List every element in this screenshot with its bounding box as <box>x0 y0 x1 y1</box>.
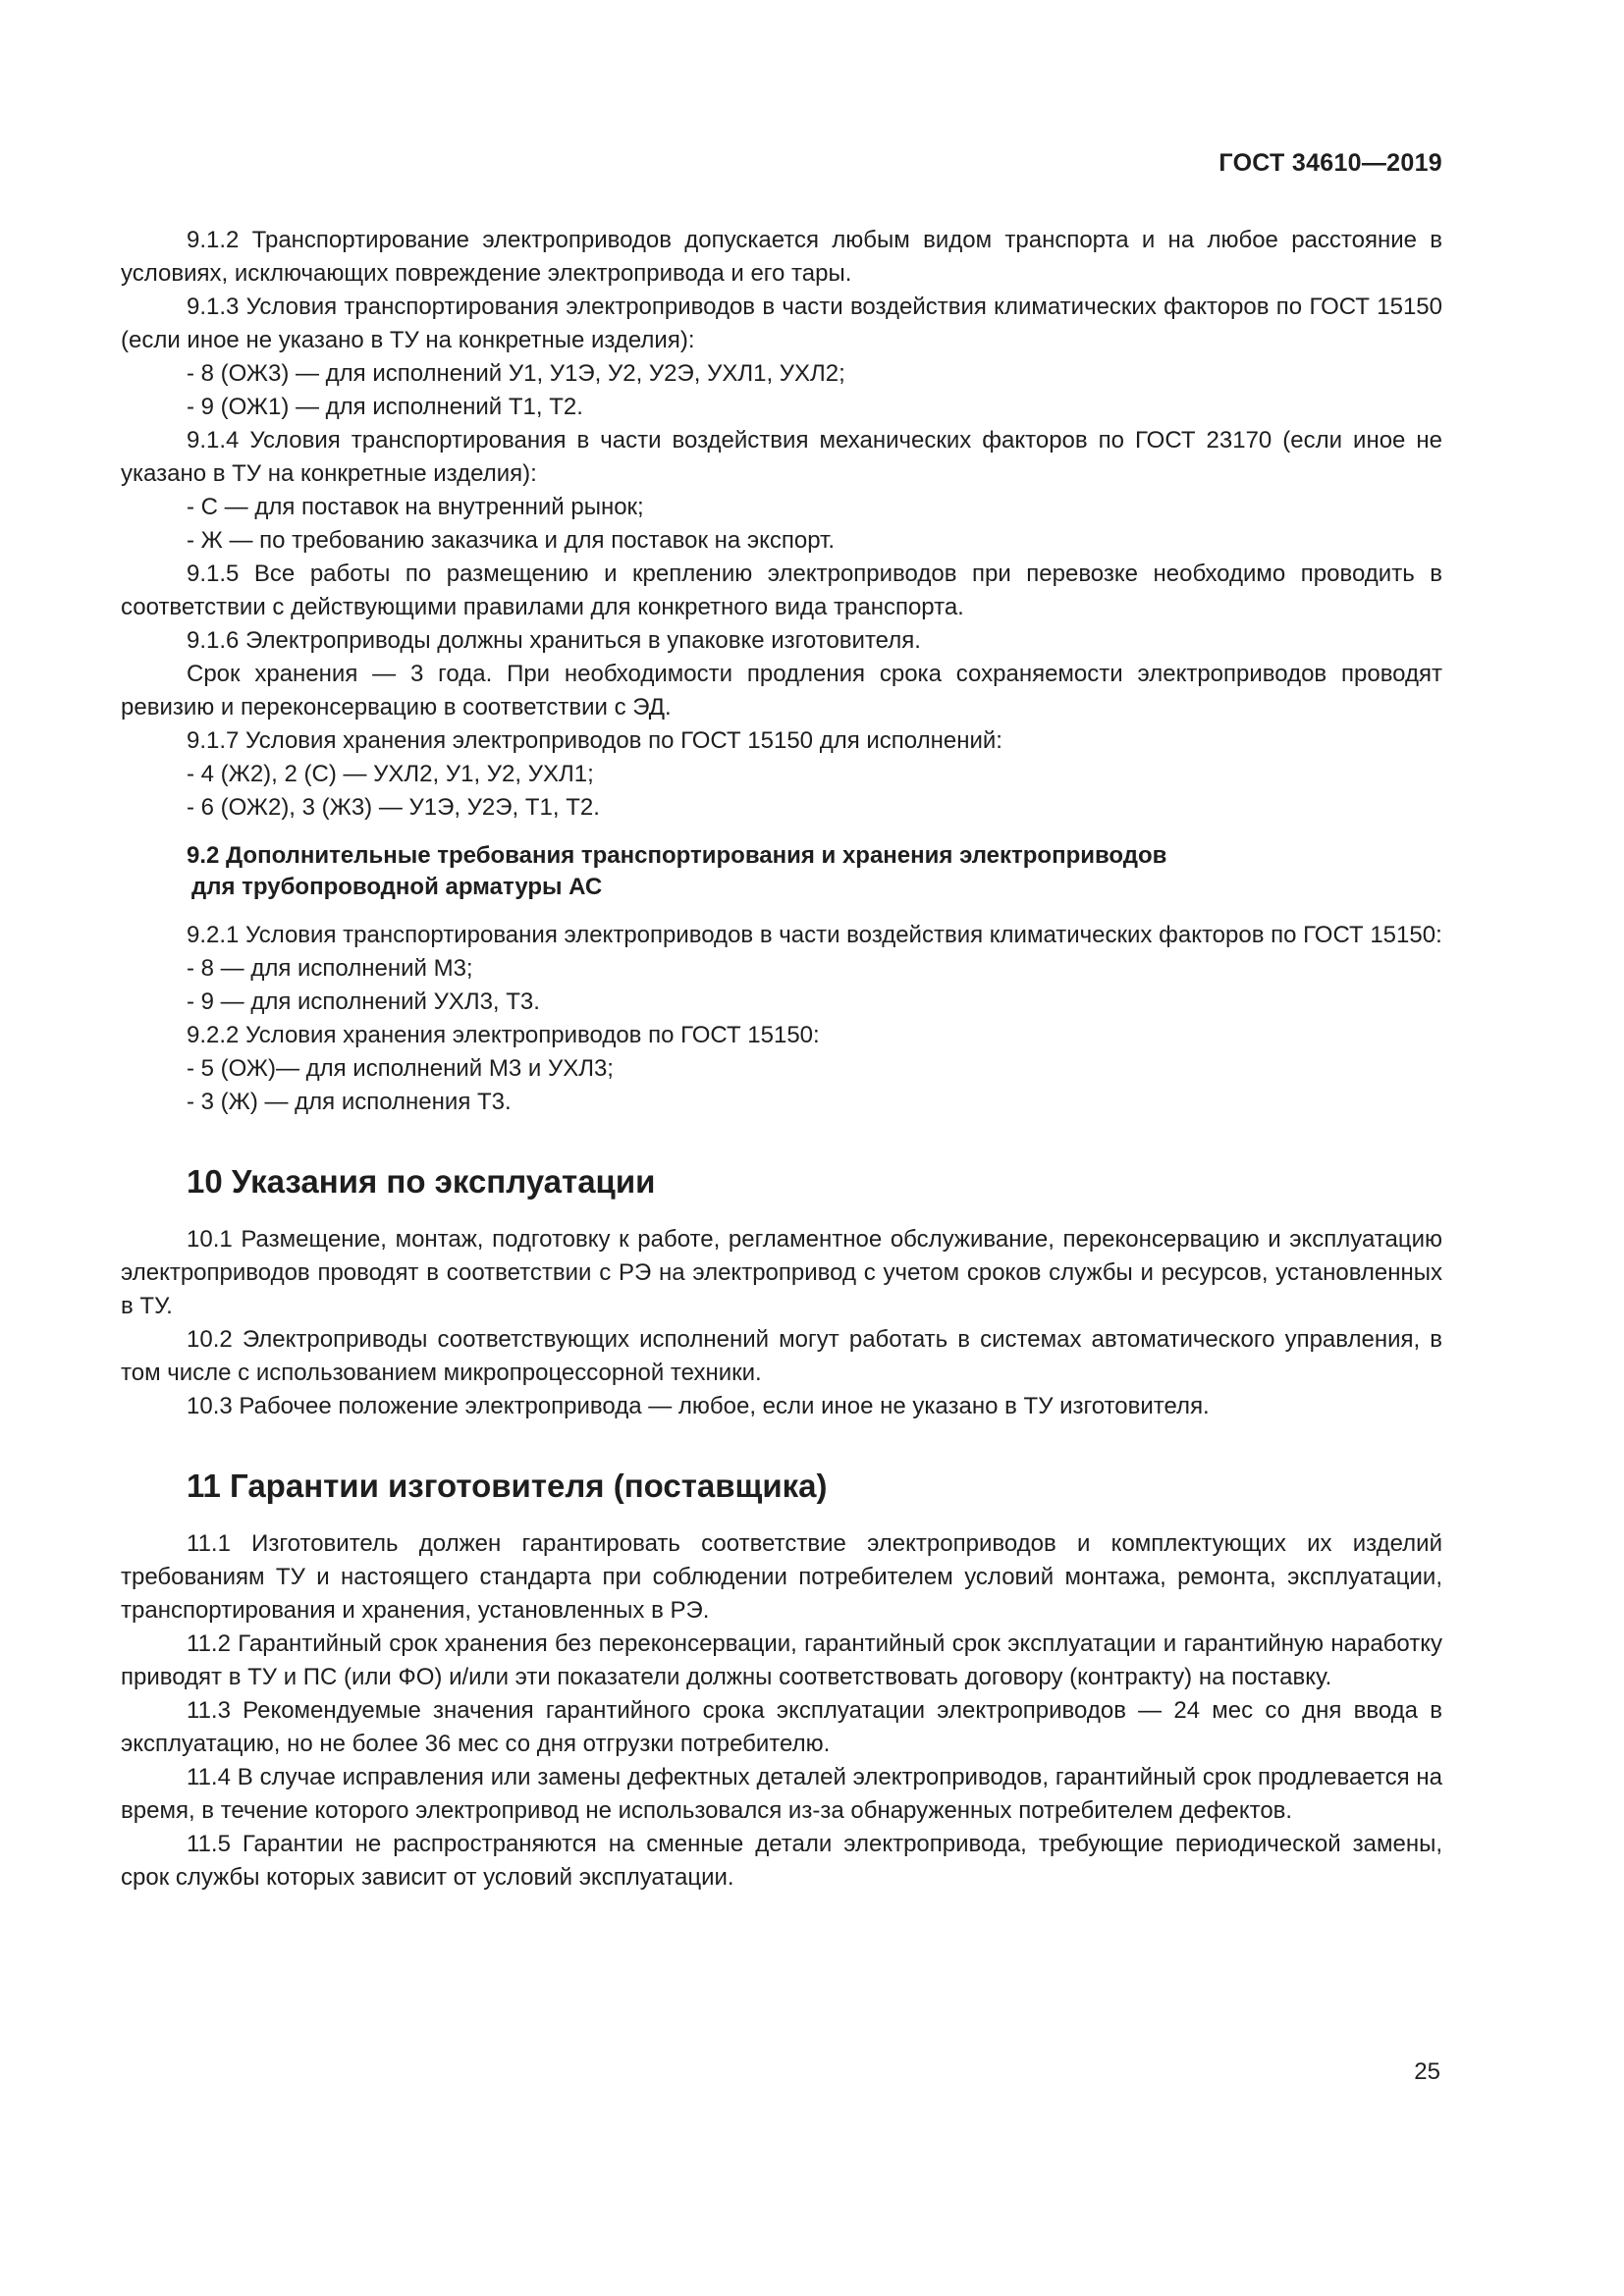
paragraph-10-3: 10.3 Рабочее положение электропривода — любое, если иное не указано в ТУ изготовителя. <box>187 1393 1210 1419</box>
list-item: - 8 (ОЖ3) — для исполнений У1, У1Э, У2, У2Э, УХЛ1, УХЛ2; <box>187 360 845 387</box>
paragraph-9-1-5: 9.1.5 Все работы по размещению и креплению электроприводов при перевозке необходимо проводить в соответствии с действующими правилами для конкретного вида транспорта. <box>121 561 1442 620</box>
paragraph-9-1-3: 9.1.3 Условия транспортирования электроприводов в части воздействия климатических факторов по ГОСТ 15150 (если иное не указано в ТУ на конкретные изделия): <box>121 294 1442 353</box>
paragraph-10-2: 10.2 Электроприводы соответствующих исполнений могут работать в системах автоматического управления, в том числе с использованием микропроцессорной техники. <box>121 1326 1442 1386</box>
list-item: - 5 (ОЖ)— для исполнений М3 и УХЛ3; <box>187 1055 614 1082</box>
paragraph-11-2: 11.2 Гарантийный срок хранения без переконсервации, гарантийный срок эксплуатации и гарантийную наработку приводят в ТУ и ПС (или ФО) и/или эти показатели должны соответствовать договору (контракту) на поставку. <box>121 1630 1442 1690</box>
paragraph-9-1-4: 9.1.4 Условия транспортирования в части воздействия механических факторов по ГОСТ 23170 (если иное не указано в ТУ на конкретные изделия): <box>121 427 1442 487</box>
list-item: - 3 (Ж) — для исполнения Т3. <box>187 1089 512 1115</box>
paragraph-9-1-6: 9.1.6 Электроприводы должны храниться в упаковке изготовителя. <box>187 627 921 654</box>
paragraph-9-1-2: 9.1.2 Транспортирование электроприводов допускается любым видом транспорта и на любое расстояние в условиях, исключающих повреждение электропривода и его тары. <box>121 227 1442 287</box>
subsection-heading-9-2 <box>121 840 1442 903</box>
subsection-heading-line: для трубопроводной арматуры АС <box>191 874 603 900</box>
paragraph-11-3: 11.3 Рекомендуемые значения гарантийного срока эксплуатации электроприводов — 24 мес со дня ввода в эксплуатацию, но не более 36 мес со дня отгрузки потребителю. <box>121 1697 1442 1757</box>
list-item: - 6 (ОЖ2), 3 (Ж3) — У1Э, У2Э, Т1, Т2. <box>187 794 600 821</box>
list-item: - 9 (ОЖ1) — для исполнений Т1, Т2. <box>187 394 583 420</box>
section-heading-10: 10 Указания по эксплуатации <box>187 1163 656 1200</box>
paragraph-11-4: 11.4 В случае исправления или замены дефектных деталей электроприводов, гарантийный срок продлевается на время, в течение которого электропривод не использовался из-за обнаруженных потребителем дефектов. <box>121 1764 1442 1824</box>
list-item: - 8 — для исполнений М3; <box>187 955 473 982</box>
paragraph-9-1-6-storage: Срок хранения — 3 года. При необходимости продления срока сохраняемости электроприводов проводят ревизию и переконсервацию в соответствии с ЭД. <box>121 661 1442 721</box>
list-item: - 9 — для исполнений УХЛ3, Т3. <box>187 988 540 1015</box>
document-body <box>121 224 1442 1895</box>
section-heading-11: 11 Гарантии изготовителя (поставщика) <box>187 1468 828 1504</box>
list-item: - С — для поставок на внутренний рынок; <box>187 494 644 520</box>
list-item: - Ж — по требованию заказчика и для поставок на экспорт. <box>187 527 836 554</box>
paragraph-11-1: 11.1 Изготовитель должен гарантировать соответствие электроприводов и комплектующих их изделий требованиям ТУ и настоящего стандарта при соблюдении потребителем условий монтажа, ремонта, эксплуатации, транспортирования и хранения, установленных в РЭ. <box>121 1530 1442 1624</box>
subsection-heading-line: 9.2 Дополнительные требования транспортирования и хранения электроприводов <box>187 842 1167 869</box>
page-number: 25 <box>1414 2058 1440 2085</box>
paragraph-11-5: 11.5 Гарантии не распространяются на сменные детали электропривода, требующие периодической замены, срок службы которых зависит от условий эксплуатации. <box>121 1831 1442 1891</box>
document-header-id: ГОСТ 34610—2019 <box>1218 149 1442 177</box>
list-item: - 4 (Ж2), 2 (С) — УХЛ2, У1, У2, УХЛ1; <box>187 761 594 787</box>
paragraph-9-2-2: 9.2.2 Условия хранения электроприводов по ГОСТ 15150: <box>187 1022 820 1048</box>
paragraph-9-1-7: 9.1.7 Условия хранения электроприводов по ГОСТ 15150 для исполнений: <box>187 727 1002 754</box>
paragraph-9-2-1: 9.2.1 Условия транспортирования электроприводов в части воздействия климатических факторов по ГОСТ 15150: <box>187 922 1442 948</box>
paragraph-10-1: 10.1 Размещение, монтаж, подготовку к работе, регламентное обслуживание, переконсервацию и эксплуатацию электроприводов проводят в соответствии с РЭ на электропривод с учетом сроков службы и ресурсов, установленных в ТУ. <box>121 1226 1442 1319</box>
